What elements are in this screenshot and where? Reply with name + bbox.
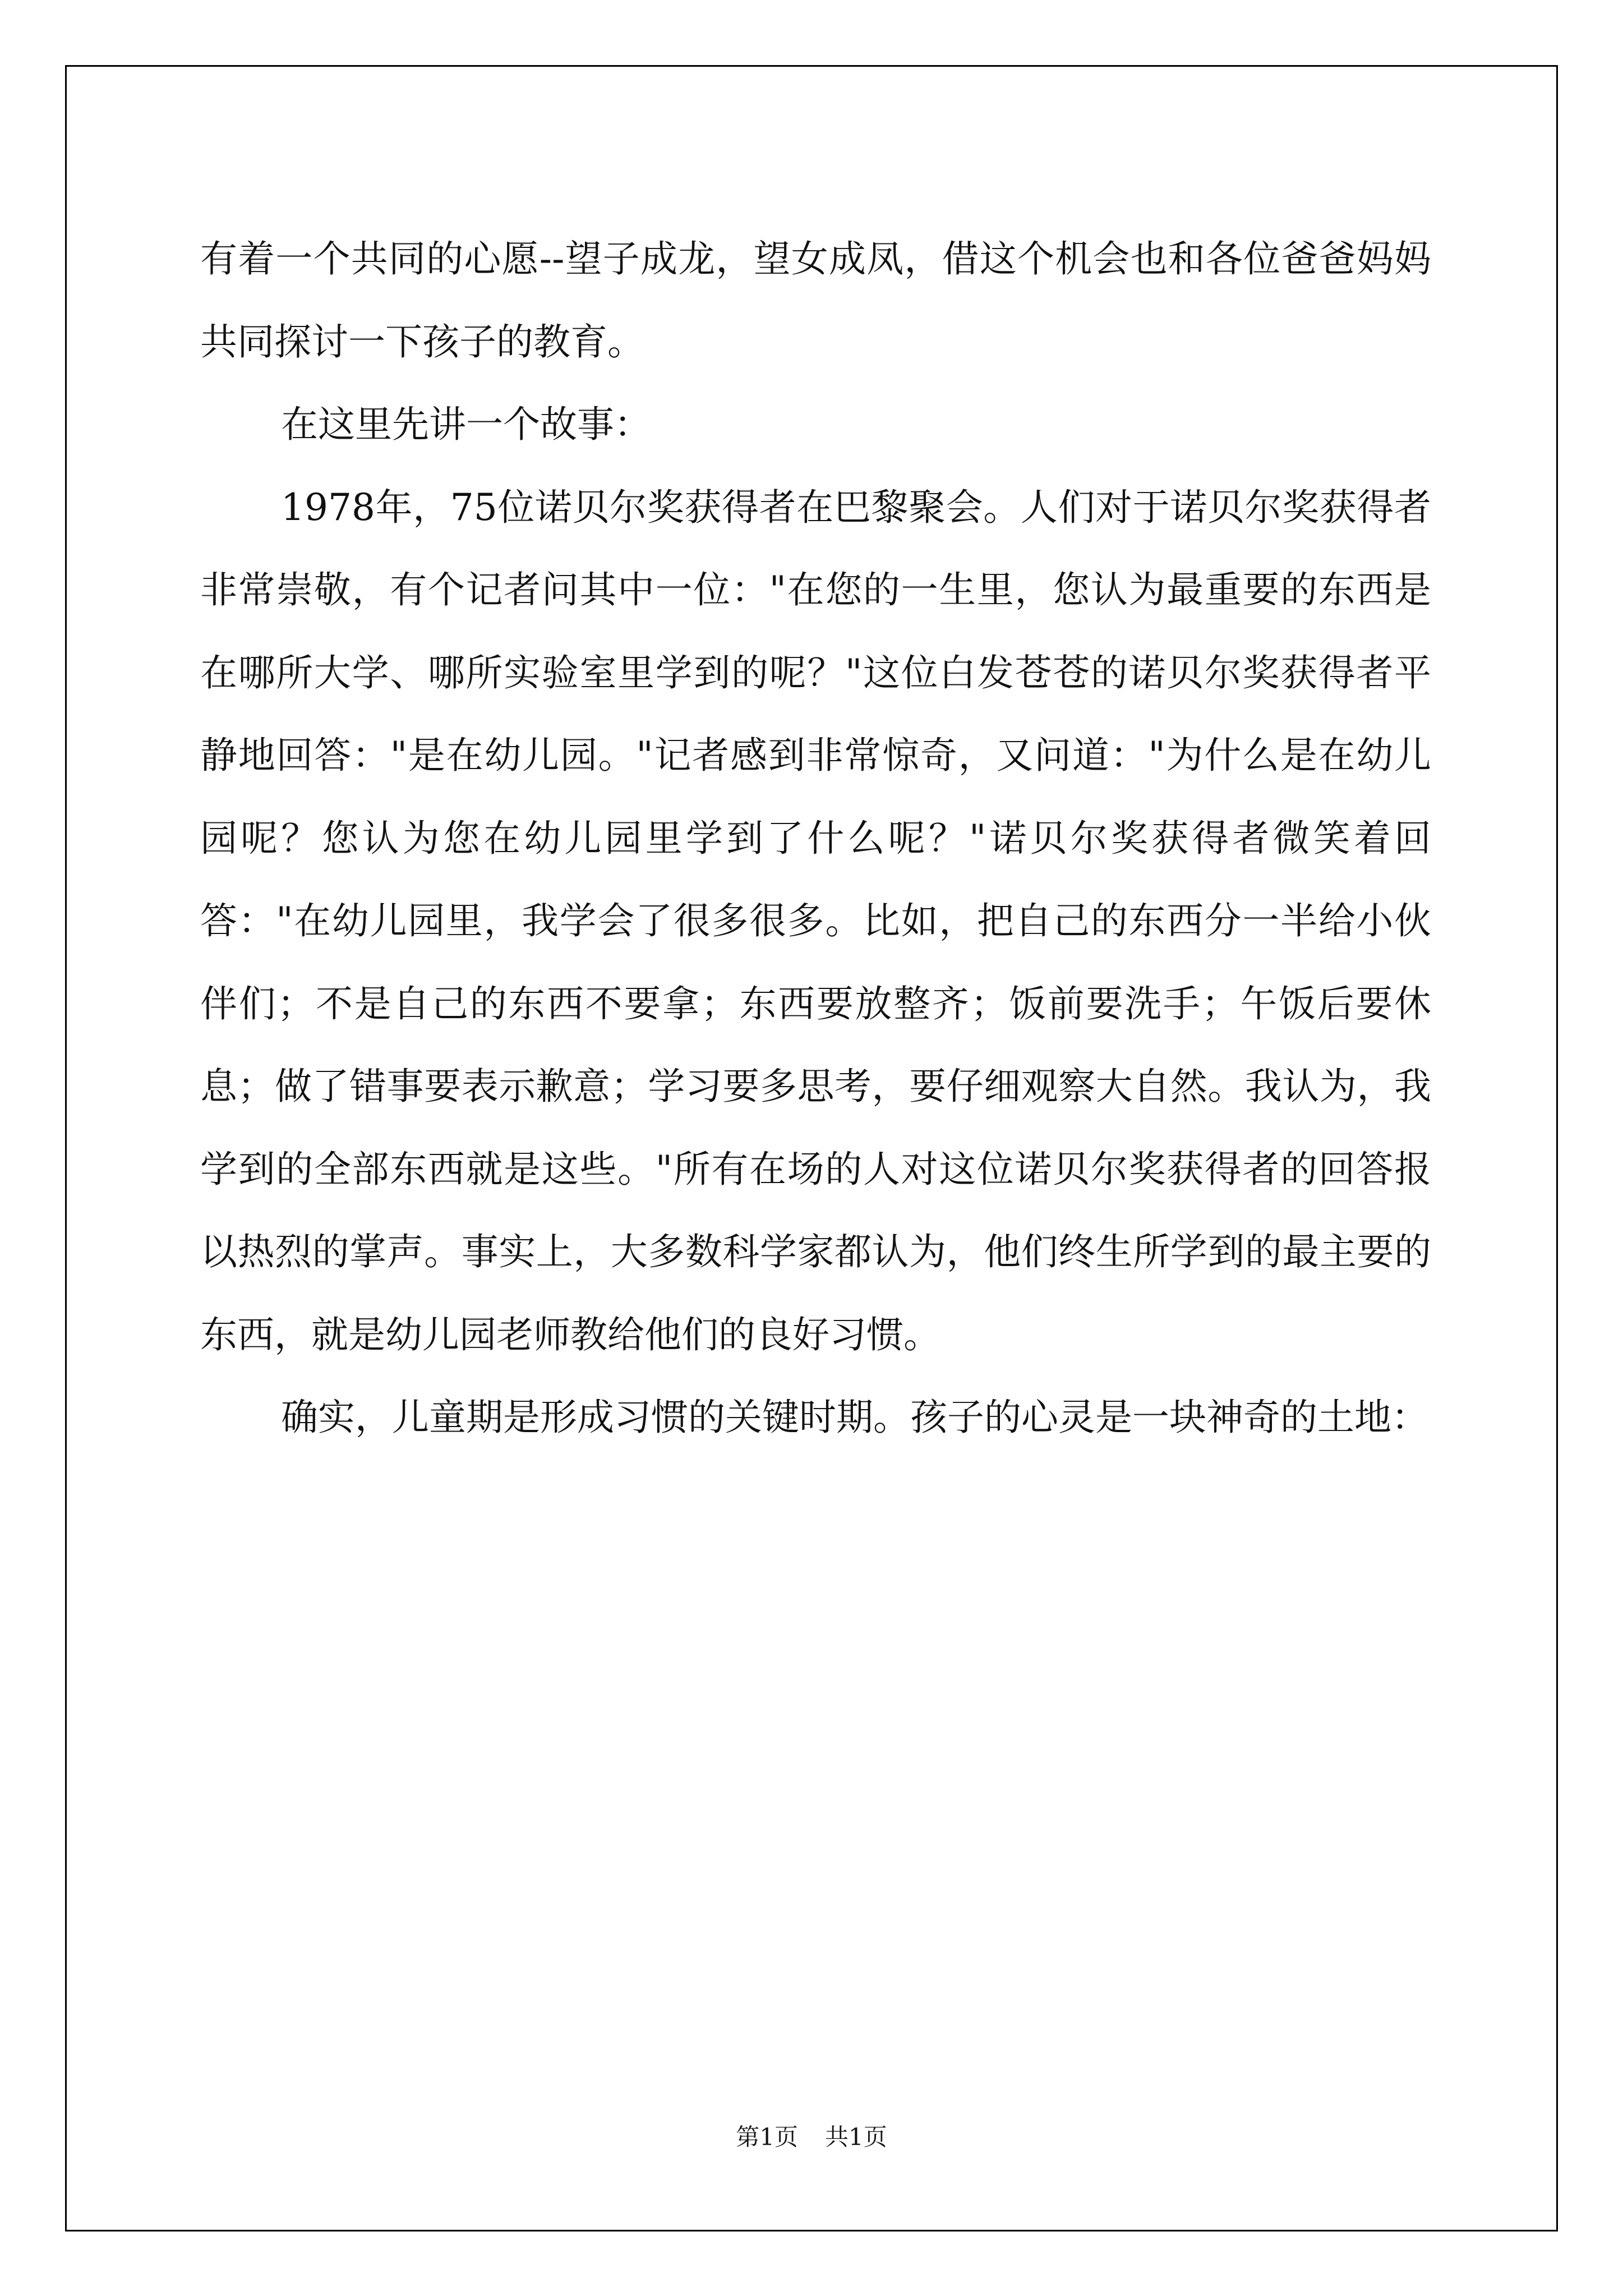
page-total: 共1页 [825, 2123, 887, 2151]
paragraph-story-intro: 在这里先讲一个故事： [281, 403, 651, 446]
paragraph-nobel-story: 1978年，75位诺贝尔奖获得者在巴黎聚会。人们对于诺贝尔奖获得者非常崇敬，有个记者问其中一位："在您的一生里，您认为最重要的东西是在哪所大学、哪所实验室里学到的呢？"这位白发苍苍的诺贝尔奖获得者平静地回答："是在幼儿园。"记者感到非常惊奇，又问道："为什么是在幼儿园呢？您认为您在幼儿园里学到了什么呢？"诺贝尔奖获得者微笑着回答："在幼儿园里，我学会了很多很多。比如，把自己的东西分一半给小伙伴们；不是自己的东西不要拿；东西要放整齐；饭前要洗手；午饭后要休息；做了错事要表示歉意；学习要多思考，要仔细观察大自然。我认为，我学到的全部东西就是这些。"所有在场的人对这位诺贝尔奖获得者的回答报以热烈的掌声。事实上，大多数科学家都认为，他们终生所学到的最主要的东西，就是幼儿园老师教给他们的良好习惯。 [200, 485, 1431, 1356]
paragraph-childhood-habits: 确实，儿童期是形成习惯的关键时期。孩子的心灵是一块神奇的土地： [281, 1396, 1428, 1439]
page-number: 第1页 [736, 2123, 798, 2151]
paragraph-opening: 有着一个共同的心愿--望子成龙，望女成凤，借这个机会也和各位爸爸妈妈共同探讨一下孩子的教育。 [200, 237, 1431, 364]
page-footer [0, 2120, 1623, 2154]
document-body [200, 218, 1431, 1459]
